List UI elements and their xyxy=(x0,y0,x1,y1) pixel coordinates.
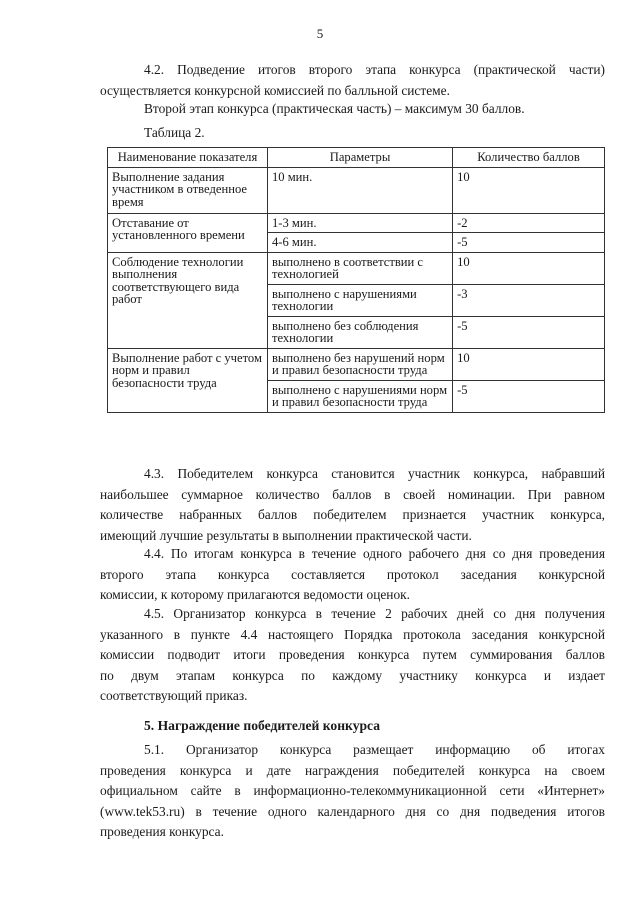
text-line: Второй этап конкурса (практическая часть) – максимум 30 баллов. xyxy=(144,101,525,116)
param-cell: выполнено с нарушениями технологии xyxy=(267,284,452,316)
paragraph-4-2 xyxy=(100,60,605,101)
param-cell: выполнено в соответствии с технологией xyxy=(267,252,452,284)
page-number: 5 xyxy=(316,26,324,41)
score-cell: -2 xyxy=(453,213,605,233)
score-cell: 10 xyxy=(453,167,605,213)
table-row xyxy=(108,348,605,380)
param-cell: выполнено без соблюдения технологии xyxy=(267,316,452,348)
score-cell: -5 xyxy=(453,380,605,412)
text-line: проведения конкурса и дате награждения победителей конкурса на своем xyxy=(100,762,605,778)
indicator-cell: Выполнение задания участником в отведенное время xyxy=(108,167,268,213)
paragraph-4-5 xyxy=(100,604,605,707)
param-cell: выполнено с нарушениями норм и правил безопасности труда xyxy=(267,380,452,412)
scores-table xyxy=(107,147,605,413)
text-line: имеющий лучшие результаты в выполнении практической части. xyxy=(100,527,472,543)
paragraph-4-3 xyxy=(100,464,605,546)
text-line: наибольшее суммарное количество баллов в своей номинации. При равном xyxy=(100,486,605,502)
paragraph-4-4 xyxy=(100,544,605,606)
text-line: комиссии подводит итоги проведения конкурса путем суммирования баллов xyxy=(100,647,605,662)
score-cell: -3 xyxy=(453,284,605,316)
text-line: проведения конкурса. xyxy=(100,824,224,839)
score-cell: -5 xyxy=(453,233,605,253)
indicator-cell: Отставание от установленного времени xyxy=(108,213,268,252)
param-cell: выполнено без нарушений норм и правил безопасности труда xyxy=(267,348,452,380)
table-row xyxy=(108,213,605,233)
table-header-row xyxy=(108,148,605,168)
text-line: второго этапа конкурса составляется протокол заседания конкурсной xyxy=(100,566,605,582)
text-line: (www.tek53.ru) в течение одного календарного дня со дня подведения итогов xyxy=(100,803,605,819)
text-line: соответствующий приказ. xyxy=(100,688,248,703)
header-indicator: Наименование показателя xyxy=(108,148,268,168)
score-cell: -5 xyxy=(453,316,605,348)
param-cell: 4-6 мин. xyxy=(267,233,452,253)
score-cell: 10 xyxy=(453,348,605,380)
text-line: 4.4. По итогам конкурса в течение одного рабочего дня со дня проведения xyxy=(144,546,605,561)
paragraph-max-score xyxy=(100,99,605,120)
table-row xyxy=(108,252,605,284)
text-line: по двум этапам конкурса по каждому участнику конкурса и издает xyxy=(100,667,605,683)
text-line: 4.5. Организатор конкурса в течение 2 рабочих дней со дня получения xyxy=(144,606,605,621)
paragraph-5-1 xyxy=(100,740,605,843)
text-line: указанного в пункте 4.4 настоящего Порядка протокола заседания конкурсной xyxy=(100,626,605,642)
section-5-title: 5. Награждение победителей конкурса xyxy=(144,718,381,733)
text-line: 4.3. Победителем конкурса становится участник конкурса, набравший xyxy=(144,466,605,481)
text-line: 5.1. Организатор конкурса размещает информацию об итогах xyxy=(144,742,605,757)
param-cell: 10 мин. xyxy=(267,167,452,213)
text-line: Таблица 2. xyxy=(144,125,205,140)
text-line: комиссии, к которому прилагаются ведомости оценок. xyxy=(100,587,411,602)
table-row xyxy=(108,167,605,213)
text-line: осуществляется конкурсной комиссией по балльной системе. xyxy=(100,82,450,98)
header-parameters: Параметры xyxy=(267,148,452,168)
param-cell: 1-3 мин. xyxy=(267,213,452,233)
text-line: 4.2. Подведение итогов второго этапа конкурса (практической части) xyxy=(144,62,605,77)
text-line: количестве набранных баллов победителем признается участник конкурса, xyxy=(100,507,605,522)
header-score: Количество баллов xyxy=(453,148,605,168)
score-cell: 10 xyxy=(453,252,605,284)
indicator-cell: Выполнение работ с учетом норм и правил безопасности труда xyxy=(108,348,268,412)
text-line: официальном сайте в информационно-телекоммуникационной сети «Интернет» xyxy=(100,783,605,798)
table-caption xyxy=(100,123,605,144)
indicator-cell: Соблюдение технологии выполнения соответствующего вида работ xyxy=(108,252,268,348)
